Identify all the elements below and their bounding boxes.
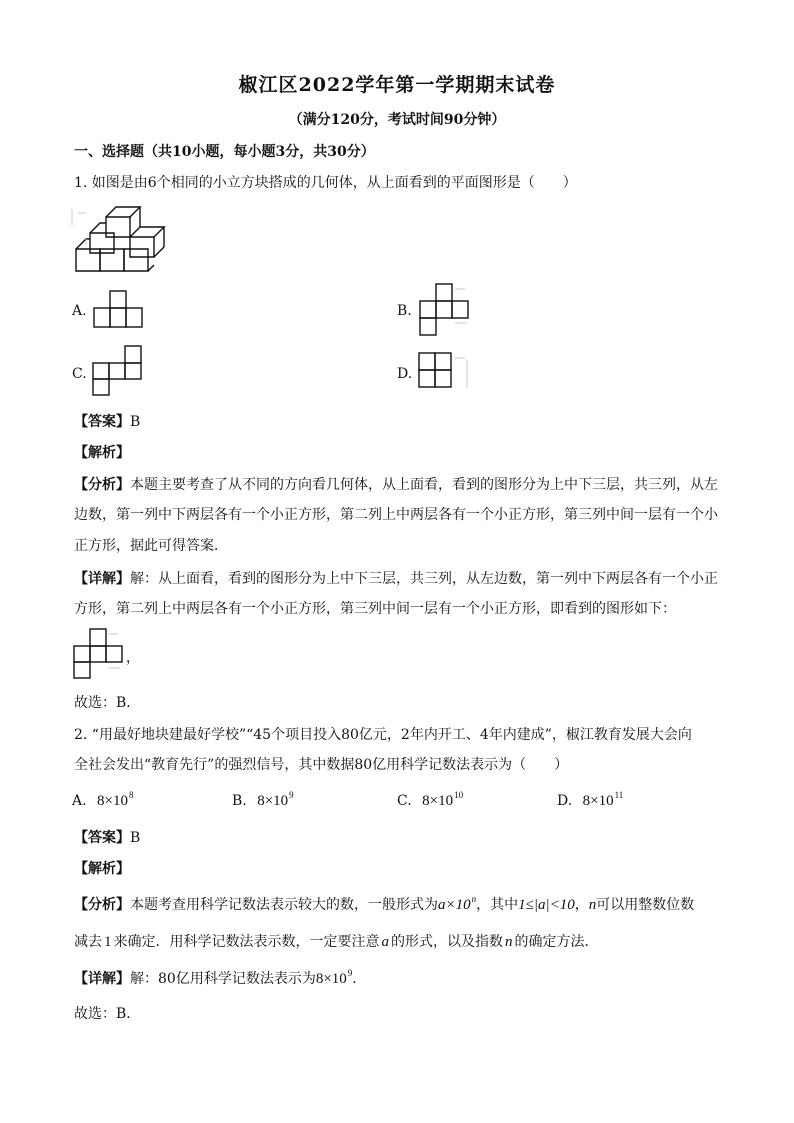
exam-subtitle: （满分120分，考试时间90分钟） <box>288 112 506 128</box>
q2-detail-math <box>315 968 353 987</box>
q2-fenxi-text-e: 减去 <box>74 934 102 950</box>
q2-detail-label: 【详解】 <box>74 971 130 987</box>
q2-option-d-exp: 11 <box>614 790 624 800</box>
q2-option-c-exp: 10 <box>454 790 464 800</box>
q2-option-c-label: C. <box>397 793 412 809</box>
q2-option-d-base: 8×10 <box>582 793 614 809</box>
figure-comma: ， <box>126 650 140 666</box>
q2-option-c[interactable] <box>397 790 463 810</box>
q2-fenxi-text-h: 的确定方法． <box>514 934 599 950</box>
q2-fenxi-text-f: 来确定．用科学记数法表示数，一定要注意 <box>113 934 380 950</box>
q2-option-c-value <box>422 790 464 809</box>
q2-fenxi-text-c: ， <box>574 897 589 913</box>
q2-fenxi-label: 【分析】 <box>74 897 130 913</box>
q2-option-a-label: A. <box>72 793 87 809</box>
q2-option-b-value <box>257 790 294 809</box>
q2-option-d[interactable] <box>557 790 623 810</box>
option-d-figure[interactable] <box>417 352 473 392</box>
cube-solid-figure <box>70 203 170 275</box>
q2-fenxi-math-4: 1 <box>104 934 112 950</box>
option-a-figure[interactable] <box>93 290 145 330</box>
question-2-stem-line-2: 全社会发出“教育先行”的强烈信号，其中数据80亿用科学记数法表示为（ ） <box>74 757 569 773</box>
q2-fenxi-text-d: 可以用整数位数 <box>596 897 695 913</box>
q2-fenxi-math-2: 1≤|a|<10 <box>518 897 575 913</box>
q2-option-a-base: 8×10 <box>97 793 128 809</box>
option-c-label[interactable]: C. <box>72 366 87 382</box>
detail-line <box>74 568 718 588</box>
q2-answer-label: 【答案】 <box>74 830 130 846</box>
option-b-label[interactable]: B. <box>397 303 412 319</box>
question-1-stem: 1. 如图是由6个相同的小立方块搭成的几何体，从上面看到的平面图形是（ ） <box>74 175 577 191</box>
option-c-figure[interactable] <box>92 345 148 397</box>
q2-detail-end: ． <box>352 971 367 987</box>
q2-fenxi-text-b: ，其中 <box>476 897 519 913</box>
answer-value: B <box>130 414 141 430</box>
q2-option-b-label: B. <box>232 793 247 809</box>
cube-solid-drawing <box>72 207 164 271</box>
q2-answer-row <box>74 827 140 847</box>
q2-option-a-exp: 8 <box>128 790 134 800</box>
q2-fenxi-math-6: n <box>505 934 513 950</box>
q2-option-d-value <box>582 790 624 809</box>
page-title: 椒江区2022学年第一学期期末试卷 <box>238 74 556 96</box>
option-b-figure[interactable] <box>417 283 473 337</box>
q2-detail-math-base: 8×10 <box>315 971 347 987</box>
answer-label: 【答案】 <box>74 414 130 430</box>
q2-fenxi-math-1 <box>438 894 477 913</box>
option-a-label[interactable]: A. <box>72 303 87 319</box>
q2-option-a[interactable] <box>72 790 133 810</box>
analysis-line-2: 边数，第一列中下两层各有一个小正方形，第二列上中两层各有一个小正方形，第三列中间一层有一个小 <box>74 507 718 523</box>
fenxi-label: 【分析】 <box>74 477 130 493</box>
q2-detail-math-exp: 9 <box>347 968 353 978</box>
q2-conclusion: 故选：B． <box>74 1006 141 1022</box>
q2-option-a-value <box>97 790 134 809</box>
q2-analysis-line-2 <box>74 931 599 951</box>
question-2-stem: 2. “用最好地块建最好学校”“45个项目投入80亿元，2年内开工、4年内建成”，椒江教育发展大会向 <box>74 727 692 743</box>
q2-fenxi-math-1-exp: n <box>471 894 477 904</box>
q2-option-d-label: D. <box>557 793 573 809</box>
q2-fenxi-math-1-base: a×10 <box>438 897 471 913</box>
conclusion: 故选：B． <box>74 695 141 711</box>
q2-option-b[interactable] <box>232 790 294 810</box>
q2-fenxi-text-a: 本题考查用科学记数法表示较大的数，一般形式为 <box>130 897 438 913</box>
q2-detail-text: 解：80亿用科学记数法表示为 <box>130 971 316 987</box>
solution-figure <box>72 628 128 680</box>
q2-analysis-line-1 <box>74 894 694 914</box>
q2-fenxi-math-3: n <box>588 897 597 913</box>
analysis-line <box>74 474 718 494</box>
fenxi-text: 本题主要考查了从不同的方向看几何体，从上面看，看到的图形分为上中下三层，共三列，从左 <box>130 477 718 493</box>
q2-fenxi-text-g: 的形式，以及指数 <box>391 934 503 950</box>
option-d-label[interactable]: D. <box>397 366 413 382</box>
q2-answer-value: B <box>130 830 141 846</box>
analysis-line-3: 正方形，据此可得答案． <box>74 538 228 554</box>
q2-option-b-exp: 9 <box>289 790 294 800</box>
section-heading: 一、选择题（共10小题，每小题3分，共30分） <box>74 144 375 160</box>
detail-label: 【详解】 <box>74 571 130 587</box>
answer-row <box>74 411 140 431</box>
q2-detail-line <box>74 968 366 988</box>
analysis-label: 【解析】 <box>74 445 130 461</box>
q2-option-c-base: 8×10 <box>422 793 454 809</box>
q2-fenxi-math-5: a <box>381 934 389 950</box>
detail-text: 解：从上面看，看到的图形分为上中下三层，共三列，从左边数，第一列中下两层各有一个小正 <box>130 571 718 587</box>
q2-option-b-base: 8×10 <box>257 793 289 809</box>
detail-line-2: 方形，第二列上中两层各有一个小正方形，第三列中间一层有一个小正方形，即看到的图形如下： <box>74 601 676 617</box>
q2-analysis-label: 【解析】 <box>74 861 130 877</box>
